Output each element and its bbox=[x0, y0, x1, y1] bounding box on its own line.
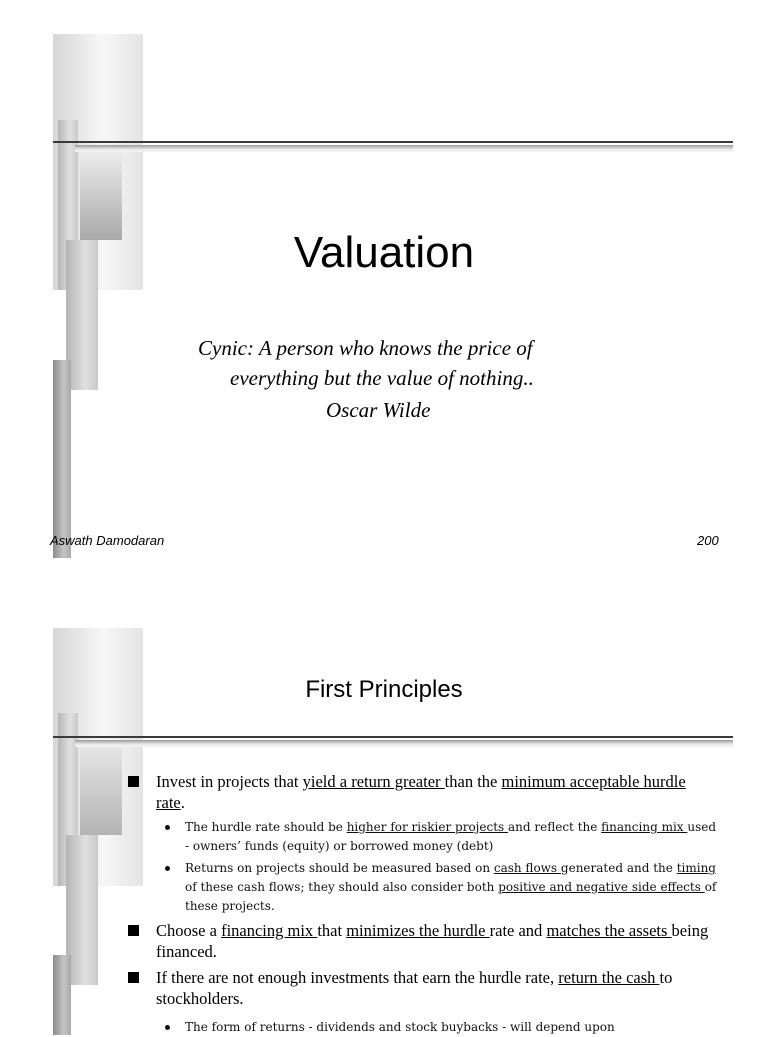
slide-title: Valuation bbox=[293, 228, 475, 277]
round-bullet-icon bbox=[165, 825, 170, 830]
bullet-invest: Invest in projects that yield a return greater than the minimum acceptable hurdle rate. The hurdle rate should be higher for riskier projects and reflect the financing mix used - owners’ funds (equity) or borrowed money (debt) Returns on projects should be measured based on cash flows generated and the timing of these cash flows; they should also consider both positive and negative side effects of these projects. bbox=[128, 771, 718, 916]
round-bullet-icon bbox=[165, 866, 170, 871]
bullet-financing: Choose a financing mix that minimizes the hurdle rate and matches the assets being financed. bbox=[128, 920, 718, 962]
square-bullet-icon bbox=[128, 776, 139, 787]
sub-bullet-form-of-returns: The form of returns - dividends and stock buybacks - will depend upon bbox=[164, 1018, 718, 1037]
decorative-bar bbox=[53, 360, 71, 558]
quote-line-1: Cynic: A person who knows the price of bbox=[198, 336, 533, 360]
decorative-bar bbox=[80, 740, 122, 835]
footer-author: Aswath Damodaran bbox=[50, 533, 165, 548]
square-bullet-icon bbox=[128, 972, 139, 983]
sub-bullet-returns: Returns on projects should be measured based on cash flows generated and the timing of these cash flows; they should also consider both positive and negative side effects of these projects. bbox=[164, 859, 718, 916]
page-number: 200 bbox=[697, 533, 719, 548]
round-bullet-icon bbox=[165, 1025, 170, 1030]
bullet-return-cash: If there are not enough investments that earn the hurdle rate, return the cash to stockholders. The form of returns - dividends and stock buybacks - will depend upon bbox=[128, 967, 718, 1037]
title-divider bbox=[53, 736, 733, 738]
title-divider bbox=[53, 141, 733, 143]
sub-bullet-hurdle-rate: The hurdle rate should be higher for riskier projects and reflect the financing mix used - owners’ funds (equity) or borrowed money (debt) bbox=[164, 818, 718, 856]
title-divider-shadow bbox=[75, 145, 733, 152]
slide-title: First Principles bbox=[305, 676, 463, 703]
decorative-bar bbox=[53, 955, 71, 1035]
quote-line-2: everything but the value of nothing.. bbox=[230, 366, 534, 390]
title-divider-shadow bbox=[75, 740, 733, 747]
slide-first-principles bbox=[0, 580, 768, 1034]
decorative-bar bbox=[80, 145, 122, 240]
square-bullet-icon bbox=[128, 925, 139, 936]
quote-author: Oscar Wilde bbox=[326, 398, 431, 422]
